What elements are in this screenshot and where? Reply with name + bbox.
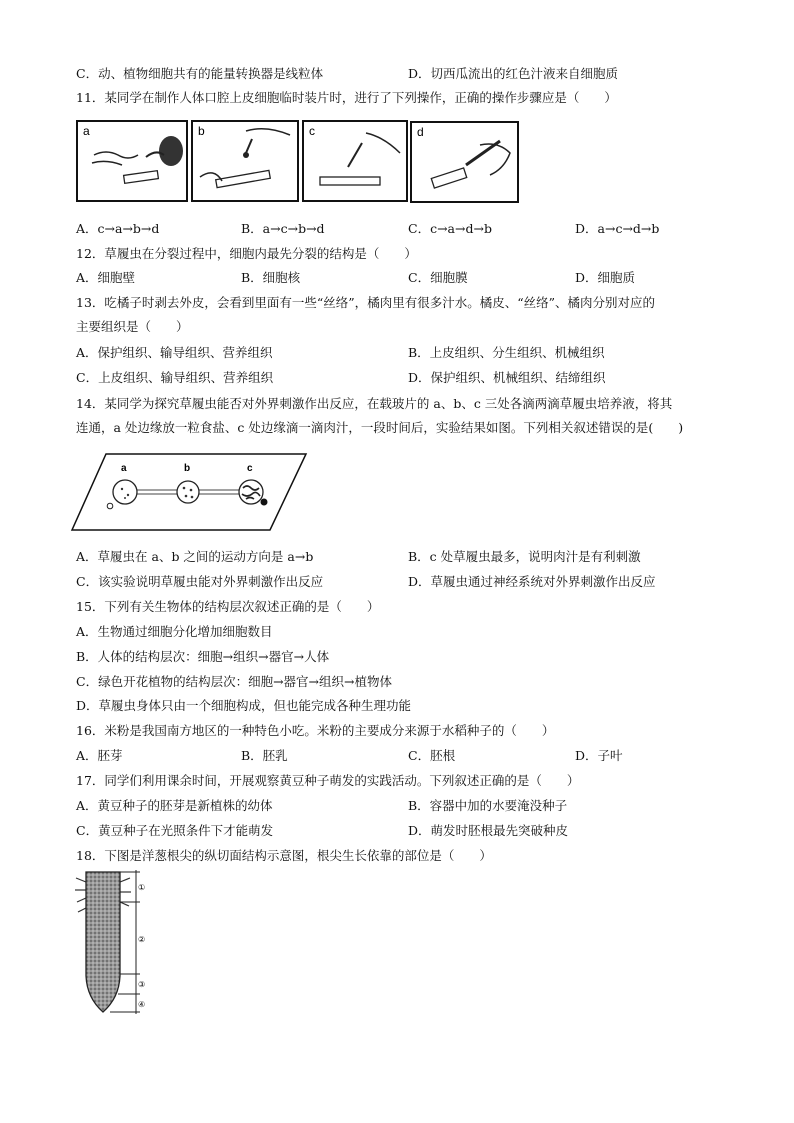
drop-c-label: c	[247, 463, 253, 474]
q11-panel-d	[411, 122, 518, 202]
drop-a-label: a	[121, 463, 127, 474]
q11-panel-a	[77, 121, 187, 201]
q12-option-c[interactable]: C．细胞膜	[408, 270, 468, 285]
q11-panel-d-figure	[410, 121, 520, 208]
region-4-label: ④	[138, 1000, 146, 1009]
q11-panel-c-label: c	[309, 124, 315, 138]
q13-option-c[interactable]: C．上皮组织、输导组织、营养组织	[76, 370, 274, 385]
q17-option-c[interactable]: C．黄豆种子在光照条件下才能萌发	[76, 823, 274, 838]
q11-option-c[interactable]: C．c→a→d→b	[408, 221, 492, 236]
q11-panel-d-label: d	[417, 125, 424, 139]
q12-stem: 12．草履虫在分裂过程中，细胞内最先分裂的结构是（ ）	[76, 246, 417, 261]
q11-figure	[76, 117, 410, 208]
q17-stem: 17．同学们利用课余时间，开展观察黄豆种子萌发的实践活动。下列叙述正确的是（ ）	[76, 773, 580, 788]
region-3-label: ③	[138, 980, 146, 989]
region-1-label: ①	[138, 883, 146, 892]
q14-option-c[interactable]: C．该实验说明草履虫能对外界刺激作出反应	[76, 574, 324, 589]
q14-stem-line1: 14．某同学为探究草履虫能否对外界刺激作出反应，在载玻片的 a、b、c 三处各滴两滴草履虫培养液，将其	[76, 396, 673, 411]
q18-root-tip-figure	[74, 868, 154, 1021]
q14-option-b[interactable]: B．c 处草履虫最多，说明肉汁是有利刺激	[408, 549, 641, 564]
q11-panel-b	[192, 121, 298, 201]
q18-stem: 18．下图是洋葱根尖的纵切面结构示意图，根尖生长依靠的部位是（ ）	[76, 848, 492, 863]
q17-option-b[interactable]: B．容器中加的水要淹没种子	[408, 798, 568, 813]
q13-option-a[interactable]: A．保护组织、输导组织、营养组织	[76, 345, 273, 360]
q16-stem: 16．米粉是我国南方地区的一种特色小吃。米粉的主要成分来源于水稻种子的（ ）	[76, 723, 555, 738]
root-tip-body	[86, 872, 120, 1012]
q15-option-a[interactable]: A．生物通过细胞分化增加细胞数目	[76, 624, 273, 639]
q13-option-d[interactable]: D．保护组织、机械组织、结缔组织	[408, 370, 606, 385]
q16-option-d[interactable]: D．子叶	[575, 748, 623, 763]
q12-option-a[interactable]: A．细胞壁	[76, 270, 136, 285]
drop-b-label: b	[184, 463, 191, 474]
q10-option-c[interactable]: C．动、植物细胞共有的能量转换器是线粒体	[76, 66, 324, 81]
q13-stem-line1: 13．吃橘子时剥去外皮，会看到里面有一些“丝络”，橘肉里有很多汁水。橘皮、“丝络”、橘肉分别对应的	[76, 295, 655, 310]
q16-option-a[interactable]: A．胚芽	[76, 748, 123, 763]
q10-option-d[interactable]: D．切西瓜流出的红色汁液来自细胞质	[408, 66, 619, 81]
q12-option-d[interactable]: D．细胞质	[575, 270, 636, 285]
q11-option-d[interactable]: D．a→c→d→b	[575, 221, 660, 236]
q17-option-d[interactable]: D．萌发时胚根最先突破种皮	[408, 823, 569, 838]
q13-option-b[interactable]: B．上皮组织、分生组织、机械组织	[408, 345, 605, 360]
region-2-label: ②	[138, 935, 146, 944]
q16-option-b[interactable]: B．胚乳	[241, 748, 288, 763]
q11-stem: 11．某同学在制作人体口腔上皮细胞临时装片时，进行了下列操作，正确的操作步骤应是（ ）	[76, 90, 617, 105]
q15-option-d[interactable]: D．草履虫身体只由一个细胞构成，但也能完成各种生理功能	[76, 698, 412, 713]
q11-panel-c	[303, 121, 407, 201]
q14-option-a[interactable]: A．草履虫在 a、b 之间的运动方向是 a→b	[76, 549, 314, 564]
q15-option-c[interactable]: C．绿色开花植物的结构层次：细胞→器官→组织→植物体	[76, 674, 392, 689]
q17-option-a[interactable]: A．黄豆种子的胚芽是新植株的幼体	[76, 798, 273, 813]
q11-option-a[interactable]: A．c→a→b→d	[76, 221, 160, 236]
q11-panel-a-label: a	[83, 124, 90, 138]
q15-stem: 15．下列有关生物体的结构层次叙述正确的是（ ）	[76, 599, 380, 614]
q11-panel-b-label: b	[198, 124, 205, 138]
q12-option-b[interactable]: B．细胞核	[241, 270, 301, 285]
q14-stem-line2: 连通，a 处边缘放一粒食盐、c 处边缘滴一滴肉汁，一段时间后，实验结果如图。下列相关叙述错误的是( )	[76, 420, 684, 435]
q15-option-b[interactable]: B．人体的结构层次：细胞→组织→器官→人体	[76, 649, 330, 664]
q14-option-d[interactable]: D．草履虫通过神经系统对外界刺激作出反应	[408, 574, 656, 589]
q11-option-b[interactable]: B．a→c→b→d	[241, 221, 325, 236]
q13-stem-line2: 主要组织是（ ）	[76, 319, 189, 334]
q16-option-c[interactable]: C．胚根	[408, 748, 456, 763]
q14-slide-figure	[70, 452, 310, 537]
